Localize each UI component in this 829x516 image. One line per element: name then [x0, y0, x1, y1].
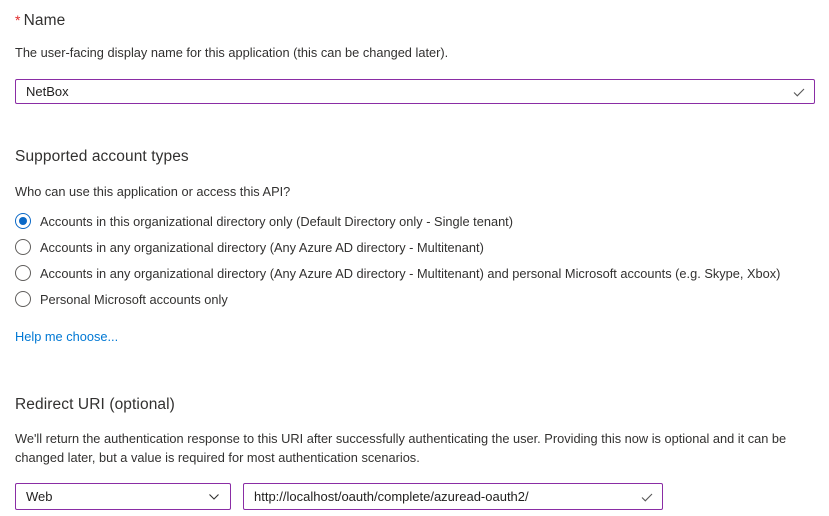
- radio-option-multitenant-personal[interactable]: [15, 260, 815, 286]
- redirect-uri-row: [15, 483, 815, 510]
- radio-option-label: Accounts in any organizational directory (Any Azure AD directory - Multitenant) and personal Microsoft accounts (e.g. Skype, Xbox): [40, 265, 781, 281]
- name-input[interactable]: [15, 79, 815, 104]
- uri-input-wrap: [243, 483, 663, 510]
- redirect-uri-title: Redirect URI (optional): [15, 396, 175, 413]
- radio-unselected-icon[interactable]: [15, 239, 31, 255]
- radio-option-label: Accounts in this organizational directory only (Default Directory only - Single tenant): [40, 213, 513, 229]
- account-types-title: Supported account types: [15, 148, 189, 165]
- account-types-section: [15, 148, 815, 346]
- radio-option-label: Personal Microsoft accounts only: [40, 291, 228, 307]
- radio-option-label: Accounts in any organizational directory (Any Azure AD directory - Multitenant): [40, 239, 484, 255]
- name-section-title: [15, 12, 815, 30]
- redirect-uri-section: [15, 396, 815, 510]
- help-me-choose-link[interactable]: Help me choose...: [15, 329, 119, 344]
- platform-select-value: Web: [26, 489, 53, 504]
- radio-option-multitenant[interactable]: [15, 234, 815, 260]
- radio-unselected-icon[interactable]: [15, 265, 31, 281]
- name-description: The user-facing display name for this application (this can be changed later).: [15, 45, 449, 60]
- account-types-radio-group: [15, 208, 815, 312]
- name-input-wrap: [15, 79, 815, 104]
- account-types-question: Who can use this application or access this API?: [15, 184, 291, 199]
- redirect-uri-input[interactable]: [243, 483, 663, 510]
- platform-select[interactable]: [15, 483, 231, 510]
- redirect-uri-description: We'll return the authentication response to this URI after successfully authenticating the user. Providing this now is optional and it can be changed later, but a value is required for most authentication scenarios.: [15, 431, 787, 465]
- radio-selected-icon[interactable]: [15, 213, 31, 229]
- radio-unselected-icon[interactable]: [15, 291, 31, 307]
- radio-option-personal-only[interactable]: [15, 286, 815, 312]
- name-title-text: Name: [23, 12, 66, 29]
- required-asterisk: *: [15, 12, 21, 28]
- chevron-down-icon: [207, 490, 221, 504]
- radio-option-single-tenant[interactable]: [15, 208, 815, 234]
